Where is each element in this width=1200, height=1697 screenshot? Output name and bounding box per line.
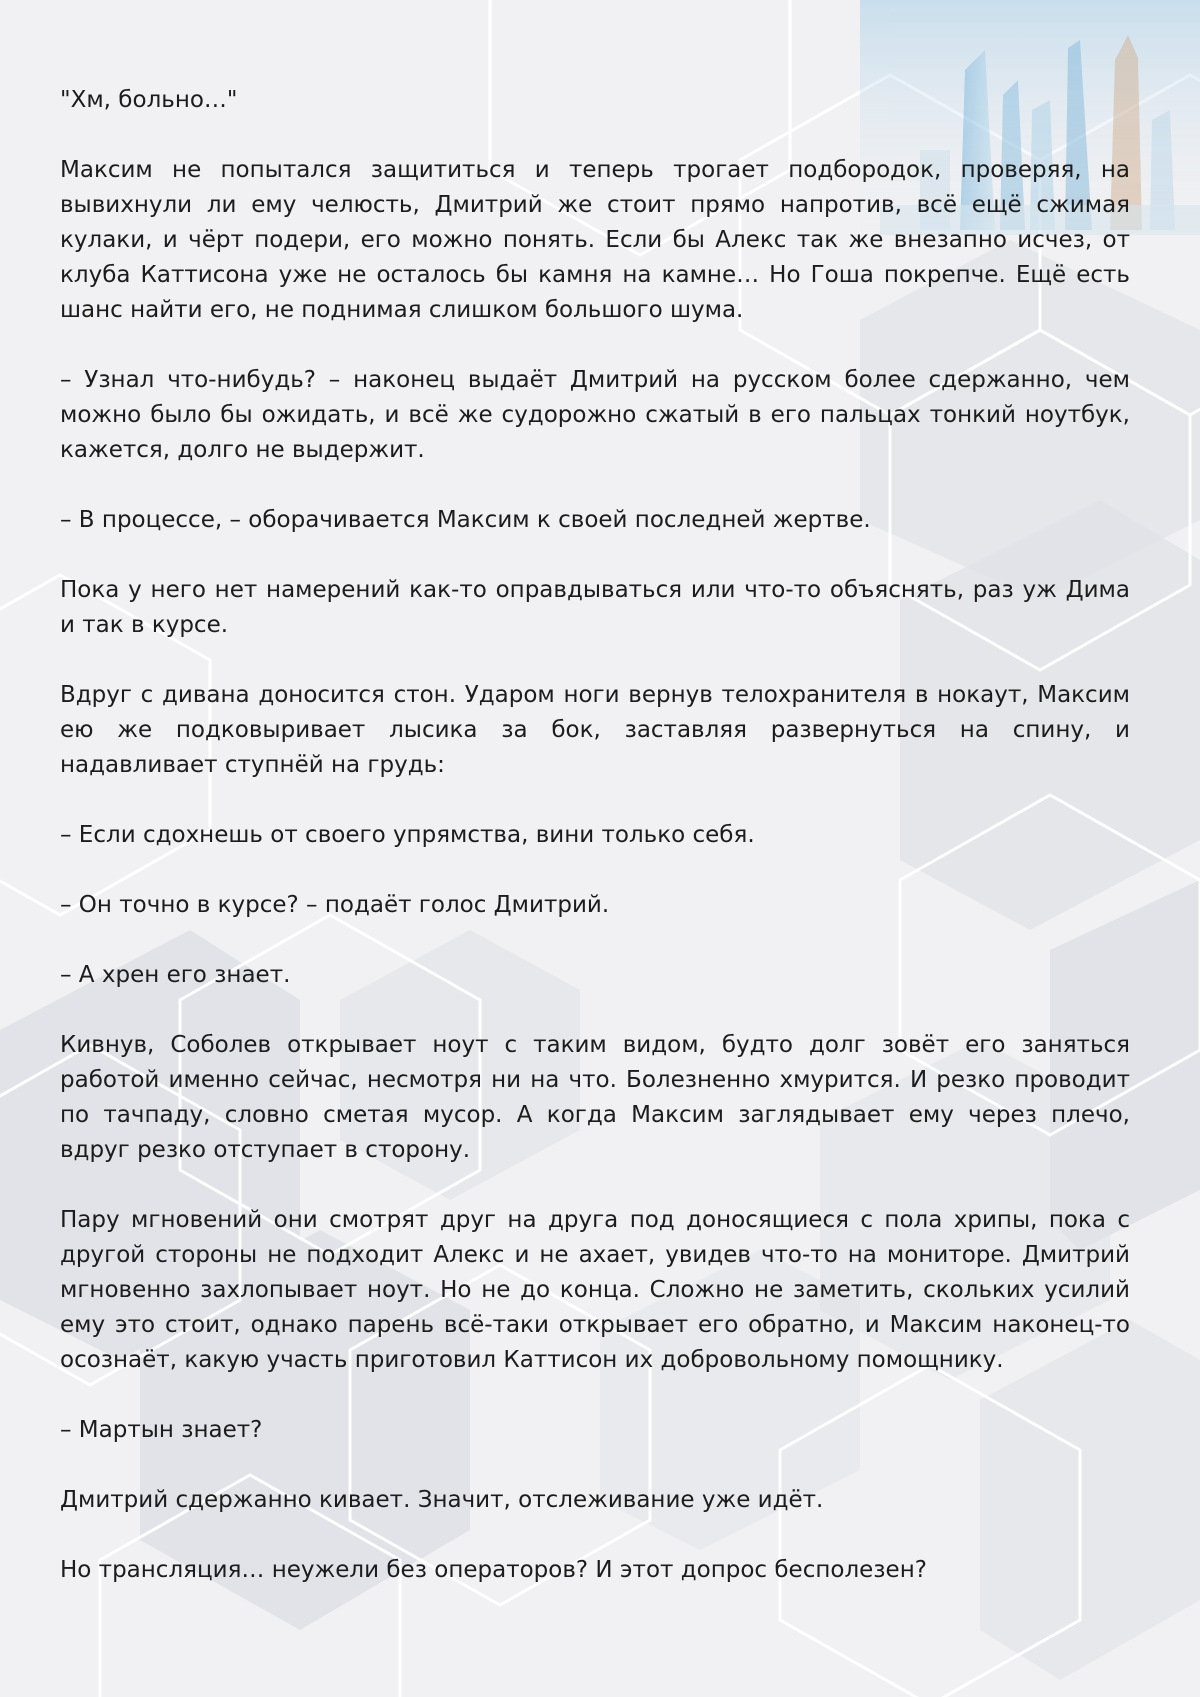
- paragraph: – Мартын знает?: [60, 1417, 263, 1443]
- paragraph: – А хрен его знает.: [60, 962, 291, 988]
- paragraph: Кивнув, Соболев открывает ноут с таким видом, будто долг зовёт его заняться работой именно сейчас, несмотря ни на что. Болезненно хмурится. И резко проводит по тачпаду, словно сметая мусор. А когда Максим заглядывает ему через плечо, вдруг резко отступает в сторону.: [60, 1032, 1130, 1163]
- paragraph: "Хм, больно…": [60, 87, 238, 113]
- paragraph: – В процессе, – оборачивается Максим к своей последней жертве.: [60, 507, 871, 533]
- paragraph: – Узнал что-нибудь? – наконец выдаёт Дмитрий на русском более сдержанно, чем можно было бы ожидать, и всё же судорожно сжатый в его пальцах тонкий ноутбук, кажется, долго не выдержит.: [60, 367, 1130, 463]
- paragraph: – Если сдохнешь от своего упрямства, вини только себя.: [60, 822, 755, 848]
- document-body: [60, 83, 1130, 1623]
- paragraph: – Он точно в курсе? – подаёт голос Дмитрий.: [60, 892, 610, 918]
- paragraph: Пару мгновений они смотрят друг на друга под доносящиеся с пола хрипы, пока с другой стороны не подходит Алекс и не ахает, увидев что-то на мониторе. Дмитрий мгновенно захлопывает ноут. Но не до конца. Сложно не заметить, скольких усилий ему это стоит, однако парень всё-таки открывает его обратно, и Максим наконец-то осознаёт, какую участь приготовил Каттисон их добровольному помощнику.: [60, 1207, 1130, 1373]
- paragraph: Пока у него нет намерений как-то оправдываться или что-то объяснять, раз уж Дима и так в курсе.: [60, 577, 1130, 638]
- paragraph: Дмитрий сдержанно кивает. Значит, отслеживание уже идёт.: [60, 1487, 824, 1513]
- paragraph: Максим не попытался защититься и теперь трогает подбородок, проверяя, на вывихнули ли ему челюсть, Дмитрий же стоит прямо напротив, всё ещё сжимая кулаки, и чёрт подери, его можно понять. Если бы Алекс так же внезапно исчез, от клуба Каттисона уже не осталось бы камня на камне… Но Гоша покрепче. Ещё есть шанс найти его, не поднимая слишком большого шума.: [60, 157, 1130, 323]
- paragraph: Вдруг с дивана доносится стон. Ударом ноги вернув телохранителя в нокаут, Максим ею же подковыривает лысика за бок, заставляя развернуться на спину, и надавливает ступнёй на грудь:: [60, 682, 1130, 778]
- paragraph: Но трансляция… неужели без операторов? И этот допрос бесполезен?: [60, 1557, 927, 1583]
